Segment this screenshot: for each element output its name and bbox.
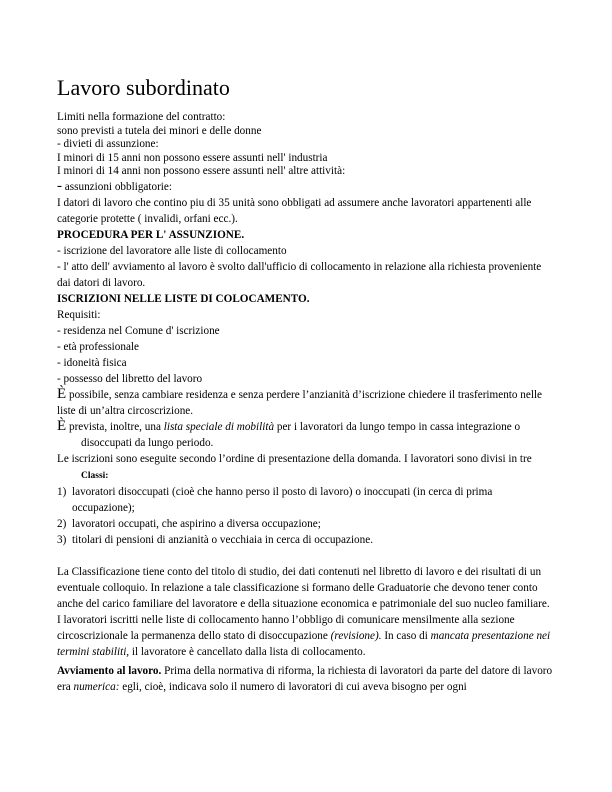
- paragraph: I lavoratori iscritti nelle liste di collocamento hanno l’obbligo di comunicare mensilmente alla sezione circoscrizionale la permanenza dello stato di disoccupazione (revisione). In caso di mancata presentazione nei termini stabiliti, il lavoratore è cancellato dalla lista di collocamento.: [57, 613, 551, 658]
- list-item: - idoneità fisica: [57, 356, 127, 369]
- text-line: - divieti di assunzione:: [57, 138, 159, 150]
- text-line: Limiti nella formazione del contratto:: [57, 111, 226, 123]
- paragraph: Le iscrizioni sono eseguite secondo l’ordine di presentazione della domanda. I lavoratori sono divisi in tre Classi:: [57, 452, 532, 481]
- text-line: - iscrizione del lavoratore alle liste di collocamento: [57, 244, 287, 257]
- list-item: - età professionale: [57, 340, 140, 353]
- text-line: sono previsti a tutela dei minori e delle donne: [57, 124, 262, 137]
- list-item: - residenza nel Comune d' iscrizione: [57, 324, 220, 337]
- page-title: Lavoro subordinato: [57, 75, 230, 100]
- paragraph: I datori di lavoro che contino piu di 35 unità sono obbligati ad assumere anche lavoratori appartenenti alle categorie protette ( invalidi, orfani ecc.).: [57, 196, 532, 225]
- document-body: [57, 111, 557, 695]
- list-item: - possesso del libretto del lavoro: [57, 372, 203, 385]
- dash-glyph: -: [57, 177, 62, 194]
- section-heading: ISCRIZIONI NELLE LISTE DI COLOCAMENTO.: [57, 292, 310, 305]
- section-heading: PROCEDURA PER L' ASSUNZIONE.: [57, 228, 245, 241]
- intro-block: [57, 111, 557, 179]
- numbered-item: 1) lavoratori disoccupati (cioè che hanno perso il posto di lavoro) o inoccupati (in cerca di prima occupazione);: [57, 485, 493, 514]
- paragraph: La Classificazione tiene conto del titolo di studio, dei dati contenuti nel libretto di lavoro e dei risultati di un eventuale colloquio. In relazione a tale classificazione si formano delle Graduatorie che devono tener conto anche del carico familiare del lavoratore e della situazione economica e patrimoniale del suo nucleo familiare.: [57, 565, 550, 610]
- paragraph: È possibile, senza cambiare residenza e senza perdere l’anzianità d’iscrizione chiedere il trasferimento nelle liste di un’altra circoscrizione.: [57, 385, 543, 417]
- text-line: - assunzioni obbligatorie:: [57, 177, 172, 194]
- text-line: Requisiti:: [57, 308, 101, 321]
- text-line: I minori di 14 anni non possono essere assunti nell' altre attività:: [57, 165, 346, 177]
- spacer: [57, 548, 557, 564]
- paragraph: - l' atto dell' avviamento al lavoro è svolto dall'ufficio di collocamento in relazione alla richiesta proveniente dai datori di lavoro.: [57, 260, 542, 289]
- text-line: I minori di 15 anni non possono essere assunti nell' industria: [57, 151, 328, 164]
- numbered-item: 2) lavoratori occupati, che aspirino a diversa occupazione;: [57, 517, 321, 530]
- numbered-item: 3) titolari di pensioni di anzianità o vecchiaia in cerca di occupazione.: [57, 533, 374, 546]
- paragraph: Avviamento al lavoro. Prima della normativa di riforma, la richiesta di lavoratori da parte del datore di lavoro era numerica: egli, cioè, indicava solo il numero di lavoratori di cui aveva bisogno per ogni: [57, 664, 553, 693]
- paragraph: È prevista, inoltre, una lista speciale di mobilità per i lavoratori da lungo tempo in cassa integrazione o disoccupati da lungo periodo.: [57, 417, 521, 449]
